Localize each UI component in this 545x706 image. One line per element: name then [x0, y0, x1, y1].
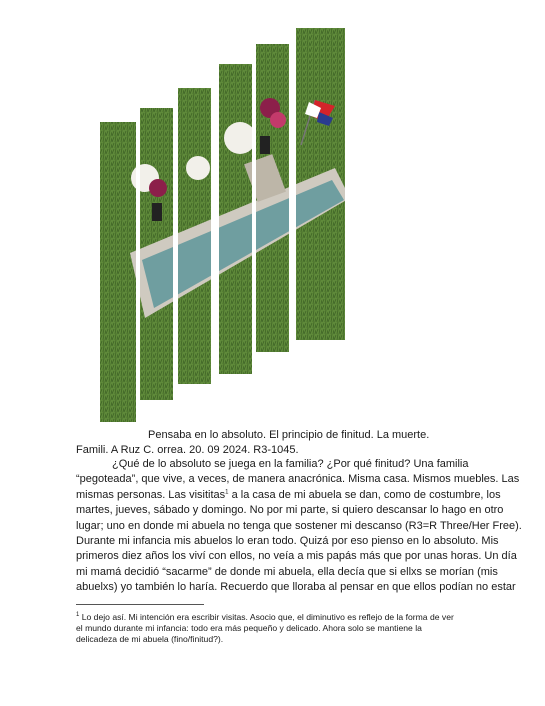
photo-caption: Pensaba en lo absoluto. El principio de finitud. La muerte.	[148, 429, 430, 441]
footnote-reference[interactable]: 1	[225, 489, 229, 496]
photo-strip	[256, 44, 289, 352]
photo-strip	[296, 28, 345, 340]
photo-strip	[178, 88, 211, 384]
footnote-line: delicadeza de mi abuela (fino/finitud?).	[76, 634, 224, 644]
body-line: mi mamá decidió “sacarme” de donde mi abuela, ella decía que si ellxs se morían (mis	[76, 565, 498, 578]
photo-strip	[100, 122, 136, 422]
footnote-marker: 1	[76, 612, 80, 619]
body-line: “pegoteada”, que vive, a veces, de manera anacrónica. Misma casa. Mismos muebles. Las	[76, 473, 520, 486]
body-paragraph	[76, 457, 522, 596]
footnote	[76, 612, 476, 645]
body-line: Durante mi infancia mis abuelos lo eran todo. Quizá por eso pienso en lo absoluto. Mis	[76, 535, 499, 548]
body-line: mismas personas. Las visititas$^1$ a la casa de mi abuela se dan, como de costumbre, los	[76, 488, 501, 501]
body-line: primeros diez años los viví con ellos, no veía a mis papás más que por unas horas. Un día	[76, 550, 517, 563]
photo-strip	[140, 108, 173, 400]
footnote-line: el mundo durante mi infancia: todo era más pequeño y delicado. Ahora solo se mantiene la	[76, 623, 422, 633]
body-line: lugar; uno en donde mi abuela no tenga que sostener mi descanso (R3=R Three/Her Free).	[76, 519, 522, 532]
photo-credit: Famili. A Ruz C. orrea. 20. 09 2024. R3-1045.	[76, 444, 299, 456]
photo-strip	[219, 64, 252, 374]
body-line: ¿Qué de lo absoluto se juega en la familia? ¿Por qué finitud? Una familia	[112, 458, 469, 470]
footnote-line: $^1$ Lo dejo así. Mi intención era escribir visitas. Asocio que, el diminutivo es reflejo de la forma de ver	[76, 612, 454, 622]
footnote-separator	[76, 604, 204, 605]
body-line: abuelxs) yo también lo haría. Recuerdo que lloraba al pensar en que ellos podían no estar	[76, 581, 516, 594]
body-line: martes, jueves, sábado y domingo. No por mi parte, si quiero descansar lo hago en otro	[76, 504, 504, 517]
